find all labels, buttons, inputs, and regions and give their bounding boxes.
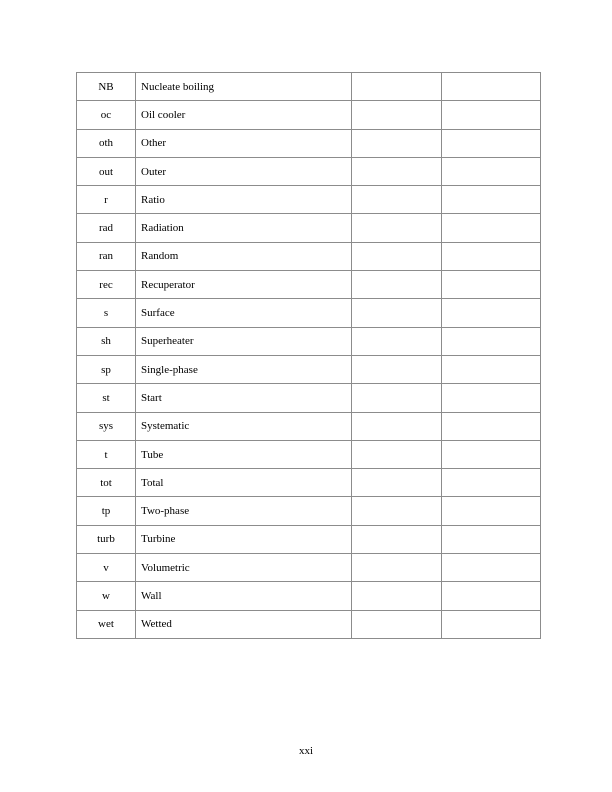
empty-cell: [352, 497, 442, 525]
empty-cell: [352, 469, 442, 497]
symbol-cell: out: [77, 157, 136, 185]
empty-cell: [352, 101, 442, 129]
table-row: [77, 157, 541, 185]
symbol-cell: oth: [77, 129, 136, 157]
empty-cell: [352, 129, 442, 157]
table-row: [77, 101, 541, 129]
table-row: [77, 327, 541, 355]
empty-cell: [442, 355, 541, 383]
symbol-cell: tp: [77, 497, 136, 525]
table-row: [77, 525, 541, 553]
empty-cell: [352, 186, 442, 214]
table-row: [77, 129, 541, 157]
table-row: [77, 412, 541, 440]
empty-cell: [352, 355, 442, 383]
symbol-cell: turb: [77, 525, 136, 553]
table-row: [77, 214, 541, 242]
symbol-cell: v: [77, 554, 136, 582]
empty-cell: [352, 582, 442, 610]
symbol-cell: ran: [77, 242, 136, 270]
empty-cell: [442, 610, 541, 638]
table-row: [77, 186, 541, 214]
empty-cell: [442, 271, 541, 299]
symbol-cell: rec: [77, 271, 136, 299]
table-row: [77, 440, 541, 468]
table-row: [77, 582, 541, 610]
table-row: [77, 497, 541, 525]
description-cell: Nucleate boiling: [136, 73, 352, 101]
description-cell: Wall: [136, 582, 352, 610]
description-cell: Start: [136, 384, 352, 412]
empty-cell: [442, 469, 541, 497]
page-number: xxi: [298, 745, 314, 757]
empty-cell: [352, 327, 442, 355]
empty-cell: [352, 242, 442, 270]
symbol-cell: NB: [77, 73, 136, 101]
empty-cell: [442, 412, 541, 440]
symbol-cell: tot: [77, 469, 136, 497]
symbol-cell: s: [77, 299, 136, 327]
symbol-cell: oc: [77, 101, 136, 129]
empty-cell: [352, 299, 442, 327]
symbol-cell: rad: [77, 214, 136, 242]
empty-cell: [352, 157, 442, 185]
table-row: [77, 554, 541, 582]
description-cell: Ratio: [136, 186, 352, 214]
symbol-cell: st: [77, 384, 136, 412]
table-row: [77, 355, 541, 383]
table-row: [77, 242, 541, 270]
empty-cell: [352, 440, 442, 468]
empty-cell: [442, 384, 541, 412]
empty-cell: [442, 440, 541, 468]
table-row: [77, 384, 541, 412]
empty-cell: [442, 101, 541, 129]
description-cell: Turbine: [136, 525, 352, 553]
description-cell: Wetted: [136, 610, 352, 638]
empty-cell: [442, 497, 541, 525]
symbol-cell: wet: [77, 610, 136, 638]
symbol-cell: r: [77, 186, 136, 214]
empty-cell: [442, 186, 541, 214]
empty-cell: [352, 271, 442, 299]
description-cell: Tube: [136, 440, 352, 468]
description-cell: Radiation: [136, 214, 352, 242]
empty-cell: [352, 412, 442, 440]
table-row: [77, 610, 541, 638]
symbol-cell: sys: [77, 412, 136, 440]
empty-cell: [352, 525, 442, 553]
symbol-cell: sh: [77, 327, 136, 355]
table-row: [77, 469, 541, 497]
nomenclature-table: [76, 72, 541, 639]
empty-cell: [352, 384, 442, 412]
description-cell: Recuperator: [136, 271, 352, 299]
description-cell: Other: [136, 129, 352, 157]
description-cell: Single-phase: [136, 355, 352, 383]
table-row: [77, 299, 541, 327]
empty-cell: [442, 299, 541, 327]
empty-cell: [442, 129, 541, 157]
nomenclature-table-body: [77, 73, 541, 639]
table-row: [77, 73, 541, 101]
empty-cell: [352, 554, 442, 582]
description-cell: Two-phase: [136, 497, 352, 525]
description-cell: Outer: [136, 157, 352, 185]
symbol-cell: sp: [77, 355, 136, 383]
empty-cell: [352, 610, 442, 638]
empty-cell: [442, 327, 541, 355]
empty-cell: [442, 554, 541, 582]
description-cell: Random: [136, 242, 352, 270]
table-row: [77, 271, 541, 299]
description-cell: Surface: [136, 299, 352, 327]
description-cell: Systematic: [136, 412, 352, 440]
description-cell: Oil cooler: [136, 101, 352, 129]
empty-cell: [442, 525, 541, 553]
description-cell: Superheater: [136, 327, 352, 355]
description-cell: Volumetric: [136, 554, 352, 582]
empty-cell: [442, 582, 541, 610]
empty-cell: [352, 73, 442, 101]
empty-cell: [442, 214, 541, 242]
description-cell: Total: [136, 469, 352, 497]
empty-cell: [442, 73, 541, 101]
empty-cell: [352, 214, 442, 242]
empty-cell: [442, 242, 541, 270]
symbol-cell: t: [77, 440, 136, 468]
empty-cell: [442, 157, 541, 185]
symbol-cell: w: [77, 582, 136, 610]
